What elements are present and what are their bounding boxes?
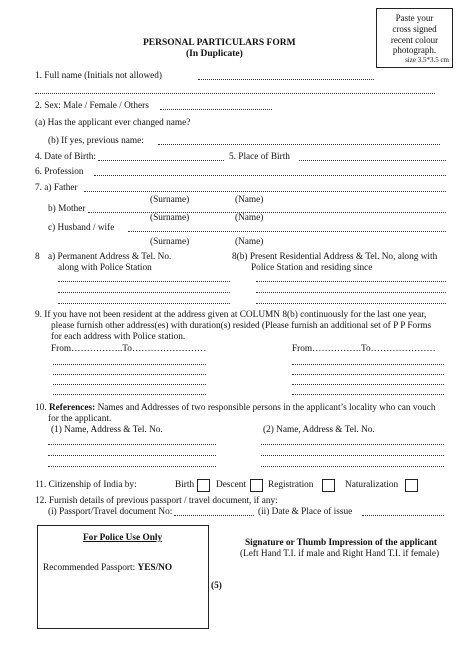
form-subtitle: (In Duplicate) [186, 49, 243, 59]
q11-label: 11. Citizenship of India by: [35, 480, 137, 490]
prev-address-line[interactable] [53, 384, 206, 385]
permanent-address-line[interactable] [58, 281, 230, 282]
present-address-line[interactable] [256, 292, 446, 293]
passport-no-label: (i) Passport/Travel document No: [48, 507, 173, 517]
qb-label: (b) If yes, previous name: [48, 136, 144, 146]
form-title: PERSONAL PARTICULARS FORM [143, 38, 296, 48]
full-name-field[interactable] [198, 79, 374, 80]
qa-label: (a) Has the applicant ever changed name? [35, 118, 191, 128]
prev-address-line[interactable] [292, 384, 444, 385]
q5-label: 5. Place of Birth [229, 152, 290, 162]
q10-line-1 [35, 404, 436, 413]
place-of-birth-field[interactable] [299, 160, 446, 161]
q6-label: 6. Profession [35, 167, 84, 177]
reference-1-line[interactable] [48, 444, 216, 445]
q7-husband-label: c) Husband / wife [48, 223, 115, 233]
prev-address-line[interactable] [292, 394, 444, 395]
q7-father-label: 7. a) Father [35, 183, 78, 193]
police-title: For Police Use Only [83, 533, 163, 543]
q8-number: 8 [35, 252, 40, 262]
recommended-passport [43, 564, 172, 573]
dob-field[interactable] [98, 160, 224, 161]
q8b-label-2: Police Station and residing since [251, 263, 373, 273]
q2-label: 2. Sex: Male / Female / Others [35, 101, 149, 111]
prev-address-line[interactable] [53, 394, 206, 395]
full-name-field-2[interactable] [35, 93, 435, 94]
q10-text: Names and Addresses of two responsible persons in the applicant’s locality who can vouch [97, 403, 436, 413]
birth-checkbox[interactable] [197, 479, 210, 492]
previous-name-field[interactable] [158, 144, 440, 145]
present-address-line[interactable] [256, 281, 446, 282]
q8b-label: 8(b) Present Residential Address & Tel. No, along with [232, 252, 438, 262]
signature-label: Signature or Thumb Impression of the applicant [245, 538, 438, 548]
reference-1-line[interactable] [48, 455, 216, 456]
from-to-1: From……………..To…………………… [51, 344, 207, 354]
profession-field[interactable] [94, 175, 446, 176]
photo-line: recent colour [390, 34, 439, 45]
reference-2-line[interactable] [261, 466, 444, 467]
date-place-label: (ii) Date & Place of issue [258, 507, 353, 517]
mother-field[interactable] [88, 212, 446, 213]
from-to-2: From…………….To………………… [292, 344, 436, 354]
q8a-label-2: along with Police Station [58, 263, 152, 273]
q9-line-3: for each address with Police station. [51, 332, 186, 342]
q12-label: 12. Furnish details of previous passport / travel document, if any: [35, 496, 278, 506]
reference-2-line[interactable] [261, 444, 444, 445]
q9-line-1: 9. If you have not been resident at the address given at COLUMN 8(b) continuously for the last one year, [35, 310, 427, 320]
naturalization-label: Naturalization [345, 480, 399, 490]
surname-caption: (Surname) [150, 237, 190, 247]
photo-line: Paste your [395, 13, 434, 23]
descent-label: Descent [216, 480, 246, 490]
q10-number: 10. [35, 403, 47, 413]
name-caption: (Name) [235, 213, 264, 223]
prev-address-line[interactable] [292, 374, 444, 375]
q4-label: 4. Date of Birth: [35, 152, 96, 162]
q8a-label: a) Permanent Address & Tel. No. [48, 252, 172, 262]
present-address-line[interactable] [256, 303, 446, 304]
prev-address-line[interactable] [53, 364, 206, 365]
reference-2-line[interactable] [261, 455, 444, 456]
permanent-address-line[interactable] [58, 303, 230, 304]
signature-instruction: (Left Hand T.I. if male and Right Hand T.I. if female) [240, 549, 440, 559]
yes-no-value: YES/NO [137, 563, 173, 573]
passport-no-field[interactable] [174, 515, 254, 516]
reference-2-label: (2) Name, Address & Tel. No. [263, 425, 375, 435]
photo-box [376, 8, 453, 68]
date-place-field[interactable] [362, 515, 444, 516]
birth-label: Birth [175, 480, 195, 490]
police-use-box [37, 525, 209, 629]
name-caption: (Name) [235, 237, 264, 247]
q10-references-label: References: [48, 403, 96, 413]
q7-mother-label: b) Mother [48, 204, 86, 214]
surname-caption: (Surname) [150, 213, 190, 223]
photo-size: size 3.5*3.5 cm [405, 56, 449, 65]
reference-1-line[interactable] [48, 466, 216, 467]
descent-checkbox[interactable] [250, 479, 263, 492]
photo-line: cross signed [392, 23, 437, 34]
recommended-label: Recommended Passport: [43, 563, 136, 573]
permanent-address-line[interactable] [58, 292, 230, 293]
reference-1-label: (1) Name, Address & Tel. No. [51, 425, 163, 435]
q9-line-2: please furnish other address(es) with duration(s) resided (Please furnish an additional set of P P Forms [51, 321, 432, 331]
surname-caption: (Surname) [150, 195, 190, 205]
father-field[interactable] [84, 191, 446, 192]
sex-field[interactable] [160, 109, 272, 110]
q1-label: 1. Full name (Initials not allowed) [35, 71, 163, 81]
naturalization-checkbox[interactable] [405, 479, 418, 492]
photo-line: photograph. [392, 45, 437, 56]
registration-label: Registration [268, 480, 314, 490]
husband-wife-field[interactable] [128, 231, 446, 232]
prev-address-line[interactable] [53, 374, 206, 375]
q10-line-2: for the applicant. [48, 414, 112, 424]
registration-checkbox[interactable] [322, 479, 335, 492]
page-number: (5) [211, 581, 222, 591]
name-caption: (Name) [235, 195, 264, 205]
prev-address-line[interactable] [292, 364, 444, 365]
